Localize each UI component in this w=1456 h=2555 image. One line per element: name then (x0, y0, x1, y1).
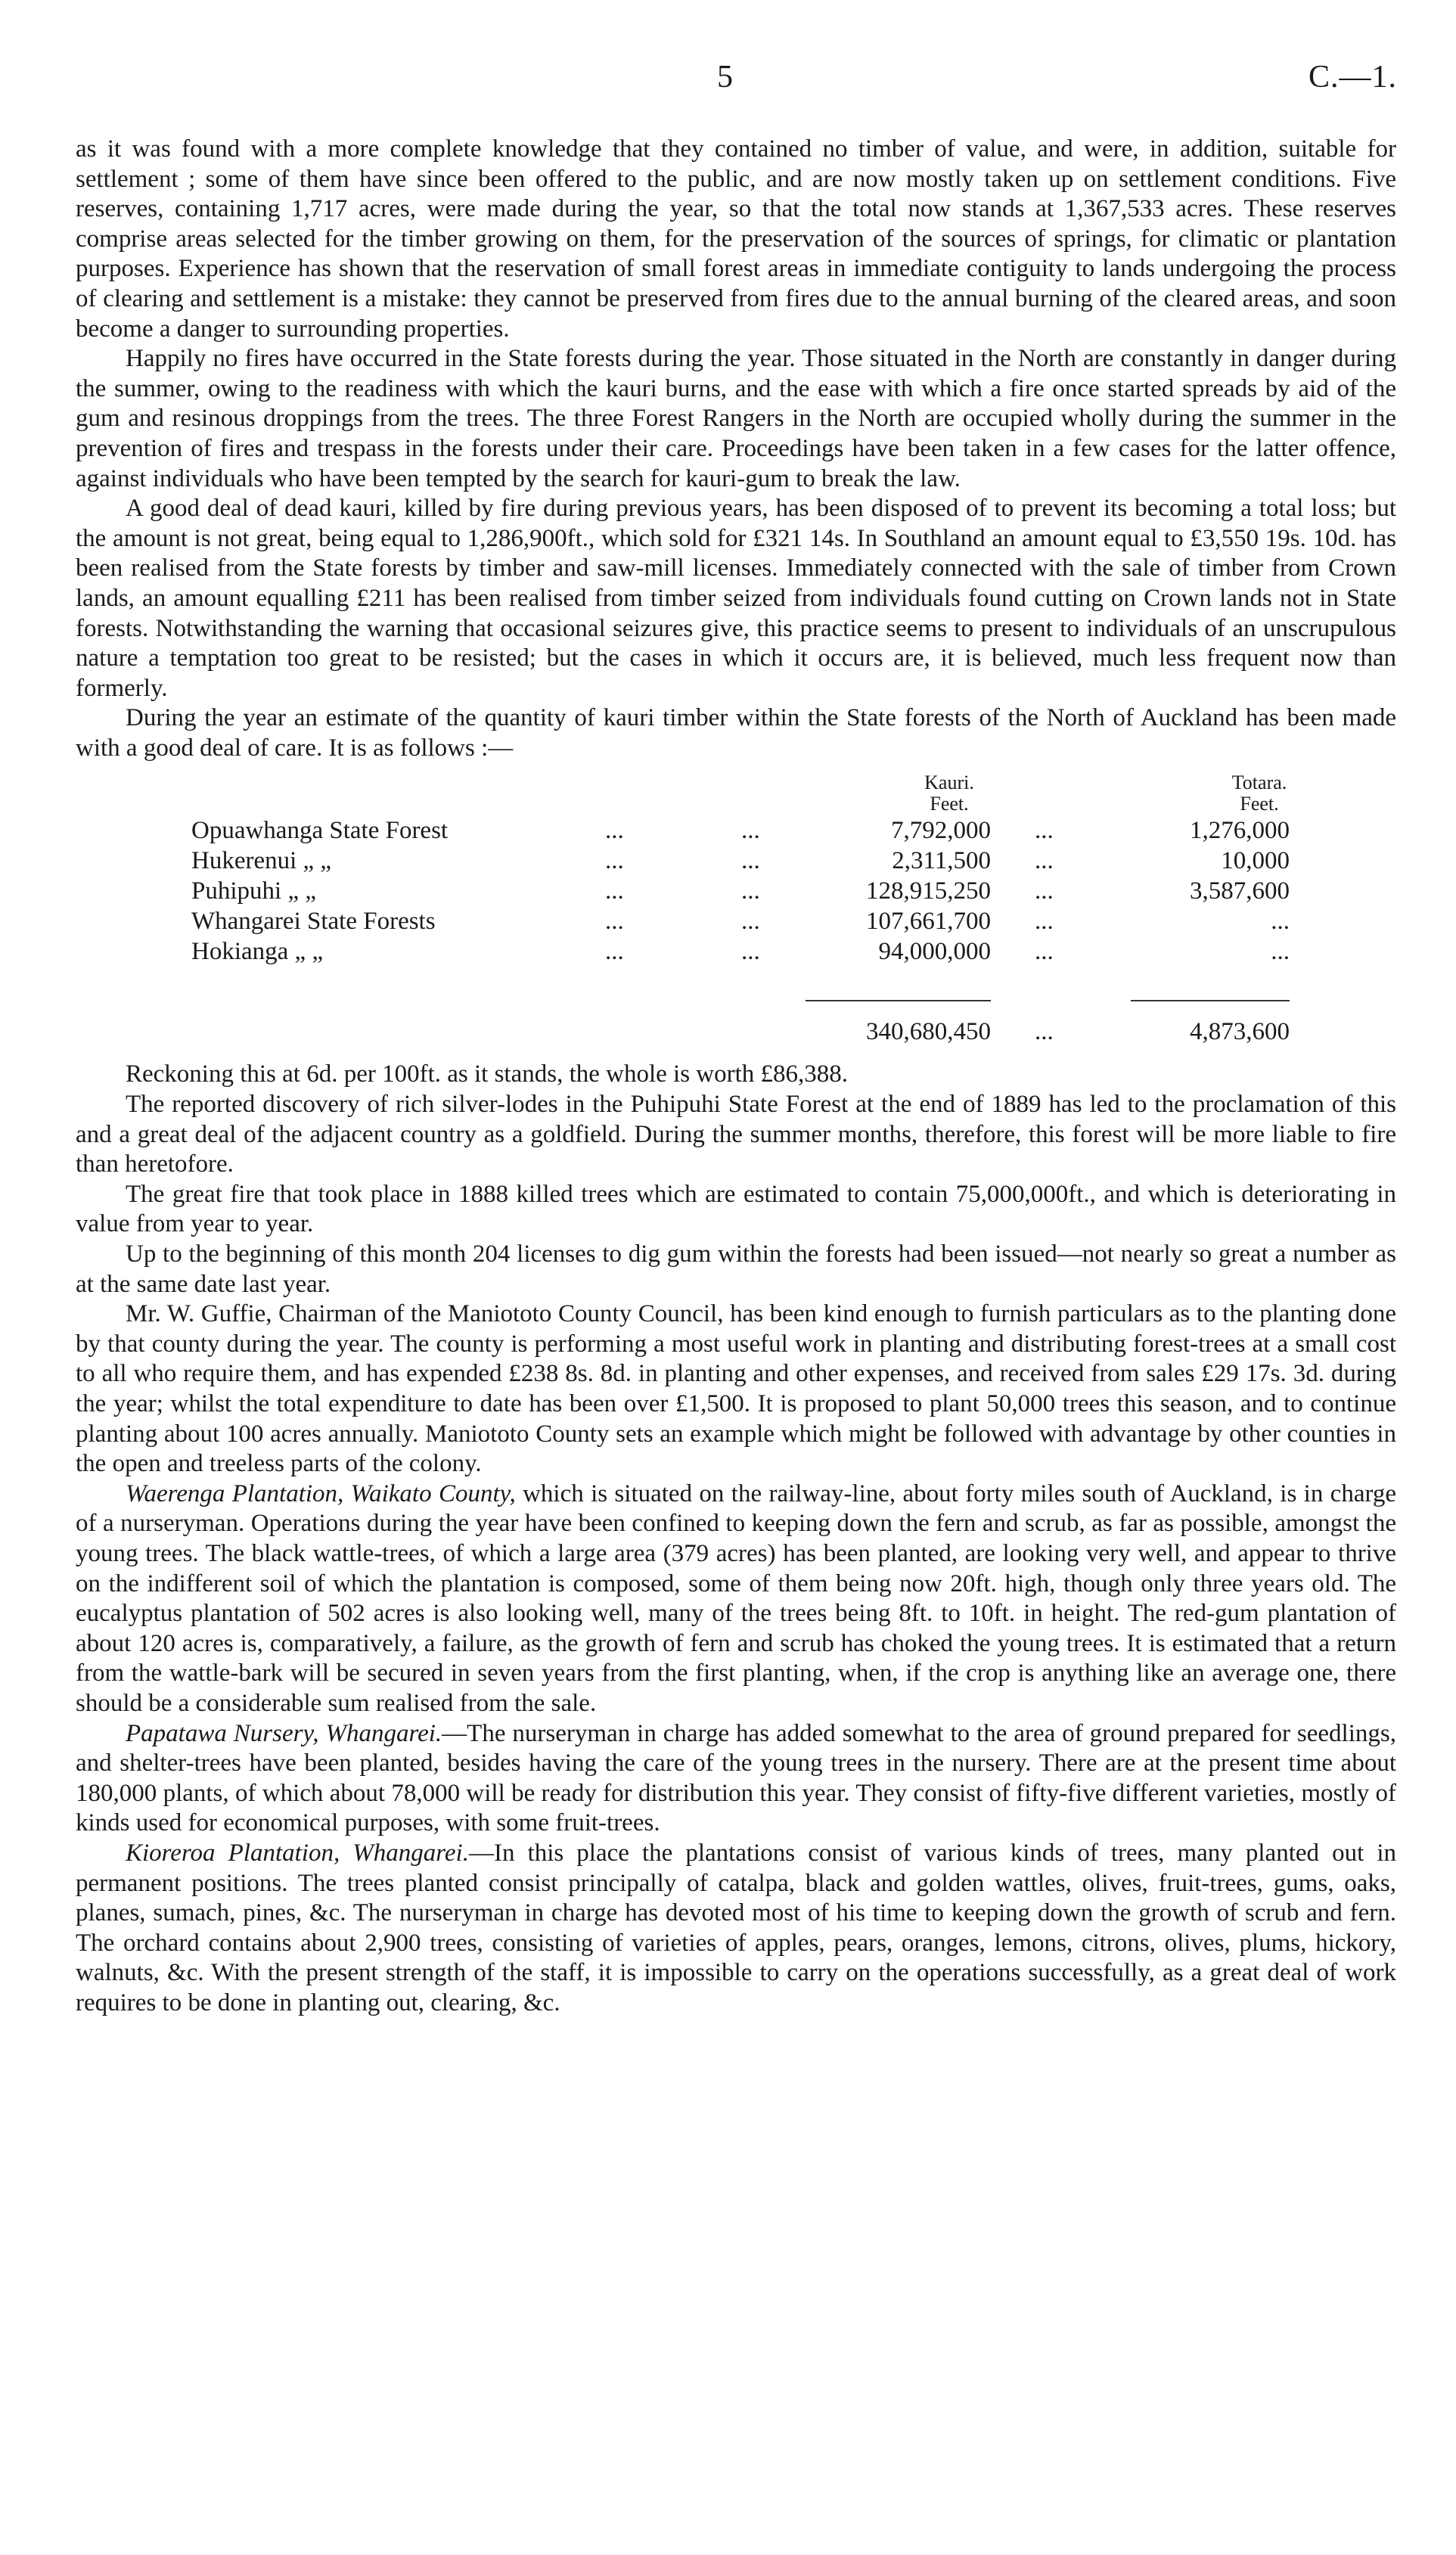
total-rule (1131, 1000, 1290, 1001)
forest-name: Hukerenui „ „ (191, 847, 332, 875)
kauri-feet: 107,661,700 (866, 908, 991, 936)
totara-feet: 1,276,000 (1190, 817, 1290, 845)
section-title: Papatawa Nursery, Whangarei. (126, 1719, 442, 1747)
section-title: Kioreroa Plantation, Whangarei. (126, 1839, 469, 1867)
leader-dots: ... (741, 817, 760, 845)
totara-feet: ... (1271, 938, 1290, 966)
paragraph-fires: Happily no fires have occurred in the State forests during the year. Those situated in the North are constantly in danger during the summer, owing to the readiness with which the kauri burns, and the ease with which a fire once started spreads by aid of the gum and resinous droppings from the trees. The three Forest Rangers in the North are occupied wholly during the summer in the prevention of fires and trespass in the forests under their care. Proceedings have been taken in a few cases for the latter offence, against individuals who have been tempted by the search for kauri-gum to break the law. (76, 345, 1396, 492)
table-row (76, 937, 1396, 967)
table-total-row (76, 1017, 1396, 1048)
forest-name: Hokianga „ „ (191, 938, 324, 966)
page-header (0, 59, 1456, 104)
total-rule (806, 1000, 991, 1001)
paragraph-dead-kauri: A good deal of dead kauri, killed by fire during previous years, has been disposed of to prevent its becoming a total loss; but the amount is not great, being equal to 1,286,900ft., which sold for £321 14s. In Southland an amount equal to £3,550 19s. 10d. has been realised from the State forests by timber and saw-mill licenses. Immediately connected with the sale of timber from Crown lands, an amount equalling £211 has been realised from timber seized from individuals found cutting on Crown lands not in State forests. Notwithstanding the warning that occasional seizures give, this practice seems to present to individuals of an unscrupulous nature a temptation too great to be resisted; but the cases in which it occurs are, it is believed, much less frequent now than formerly. (76, 495, 1396, 702)
totara-feet: 10,000 (1221, 847, 1290, 875)
body-text (76, 135, 1396, 2018)
table-row (76, 877, 1396, 907)
leader-dots: ... (741, 908, 760, 936)
leader-dots: ... (605, 877, 624, 905)
totara-column-header: Totara. Feet. (1231, 771, 1287, 815)
leader-dots: ... (1035, 847, 1054, 875)
paragraph-silver-lodes: The reported discovery of rich silver-lodes in the Puhipuhi State Forest at the end of 1889 has led to the proclamation of this and a great deal of the adjacent country as a goldfield. During the summer months, therefore, this forest will be more liable to fire than heretofore. (76, 1091, 1396, 1178)
section-waerenga (76, 1479, 1396, 1719)
table-row (76, 907, 1396, 937)
paragraph-reckoning: Reckoning this at 6d. per 100ft. as it stands, the whole is worth £86,388. (126, 1060, 849, 1088)
section-title: Waerenga Plantation, Waikato County, (126, 1479, 516, 1507)
forest-name: Puhipuhi „ „ (191, 877, 316, 905)
totara-feet: 3,587,600 (1190, 877, 1290, 905)
kauri-feet: 128,915,250 (866, 877, 991, 905)
section-text: —In this place the plantations consist of various kinds of trees, many planted out in permanent positions. The trees planted consist principally of catalpa, black and golden wattles, olives, fruit-trees, gums, oaks, planes, sumach, pines, &c. The nurseryman in charge has devoted most of his time to keeping down the growth of scrub and fern. The orchard contains about 2,900 trees, consisting of varieties of apples, pears, oranges, lemons, citrons, olives, plums, hickory, walnuts, &c. With the present strength of the staff, it is impossible to carry on the operations successfully, as a great deal of work requires to be done in planting out, clearing, &c. (76, 1839, 1396, 2016)
kauri-totara-table (76, 763, 1396, 1060)
leader-dots: ... (741, 877, 760, 905)
document-code: C.—1. (1308, 60, 1397, 95)
forest-name: Opuawhanga State Forest (191, 817, 449, 845)
leader-dots: ... (605, 938, 624, 966)
kauri-total: 340,680,450 (866, 1018, 991, 1046)
kauri-column-header: Kauri. Feet. (924, 771, 974, 815)
leader-dots: ... (605, 817, 624, 845)
totara-feet: ... (1271, 908, 1290, 936)
kauri-feet: 7,792,000 (891, 817, 991, 845)
leader-dots: ... (1035, 1018, 1054, 1046)
section-text: —The nurseryman in charge has added somewhat to the area of ground prepared for seedlings, and shelter-trees have been planted, besides having the care of the young trees in the nursery. There are at the present time about 180,000 plants, of which about 78,000 will be ready for distribution this year. They consist of fifty-five different varieties, mostly of kinds used for economical purposes, with some fruit-trees. (76, 1719, 1396, 1837)
paragraph-gum-licenses: Up to the beginning of this month 204 licenses to dig gum within the forests had been issued—not nearly so great a number as at the same date last year. (76, 1240, 1396, 1298)
leader-dots: ... (1035, 817, 1054, 845)
paragraph-maniototo: Mr. W. Guffie, Chairman of the Maniototo County Council, has been kind enough to furnish particulars as to the planting done by that county during the year. The county is performing a most useful work in planting and distributing forest-trees at a small cost to all who require them, and has expended £238 8s. 8d. in planting and other expenses, and received from sales £29 17s. 3d. during the year; whilst the total expenditure to date has been over £1,500. It is proposed to plant 50,000 trees this season, and to continue planting about 100 acres annually. Maniototo County sets an example which might be followed with advantage by other counties in the open and treeless parts of the colony. (76, 1300, 1396, 1478)
paragraph-great-fire: The great fire that took place in 1888 killed trees which are estimated to contain 75,000,000ft., and which is deteriorating in value from year to year. (76, 1180, 1396, 1238)
leader-dots: ... (605, 908, 624, 936)
leader-dots: ... (1035, 877, 1054, 905)
forest-name: Whangarei State Forests (191, 908, 436, 936)
leader-dots: ... (605, 847, 624, 875)
table-row (76, 816, 1396, 846)
section-kioreroa (76, 1839, 1396, 2019)
leader-dots: ... (741, 938, 760, 966)
section-papatawa (76, 1719, 1396, 1839)
paragraph-reserves: as it was found with a more complete knowledge that they contained no timber of value, and were, in addition, suitable for settlement ; some of them have since been offered to the public, and are now mostly taken up on settlement conditions. Five reserves, containing 1,717 acres, were made during the year, so that the total now stands at 1,367,533 acres. These reserves comprise areas selected for the timber growing on them, for the preservation of the sources of springs, for climatic or plantation purposes. Experience has shown that the reservation of small forest areas in immediate contiguity to lands undergoing the process of clearing and settlement is a mistake: they cannot be preserved from fires due to the annual burning of the cleared areas, and soon become a danger to surrounding properties. (76, 135, 1396, 343)
section-text: which is situated on the railway-line, about forty miles south of Auckland, is in charge of a nurseryman. Operations during the year have been confined to keeping down the fern and scrub, as far as possible, amongst the young trees. The black wattle-trees, of which a large area (379 acres) has been planted, are looking very well, and appear to thrive on the indifferent soil of which the plantation is composed, some of them being now 20ft. high, though only three years old. The eucalyptus plantation of 502 acres is also looking well, many of the trees being 8ft. to 10ft. in height. The red-gum plantation of about 120 acres is, comparatively, a failure, as the growth of fern and scrub has choked the young trees. It is estimated that a return from the wattle-bark will be secured in seven years from the first planting, when, if the crop is anything like an average one, there should be a considerable sum realised from the sale. (76, 1479, 1397, 1717)
totara-total: 4,873,600 (1190, 1018, 1290, 1046)
table-row (76, 846, 1396, 877)
kauri-feet: 2,311,500 (892, 847, 991, 875)
leader-dots: ... (1035, 938, 1054, 966)
leader-dots: ... (1035, 908, 1054, 936)
page-number: 5 (717, 60, 733, 95)
paragraph-estimate-intro: During the year an estimate of the quantity of kauri timber within the State forests of the North of Auckland has been made with a good deal of care. It is as follows :— (76, 704, 1396, 762)
kauri-feet: 94,000,000 (878, 938, 991, 966)
leader-dots: ... (741, 847, 760, 875)
